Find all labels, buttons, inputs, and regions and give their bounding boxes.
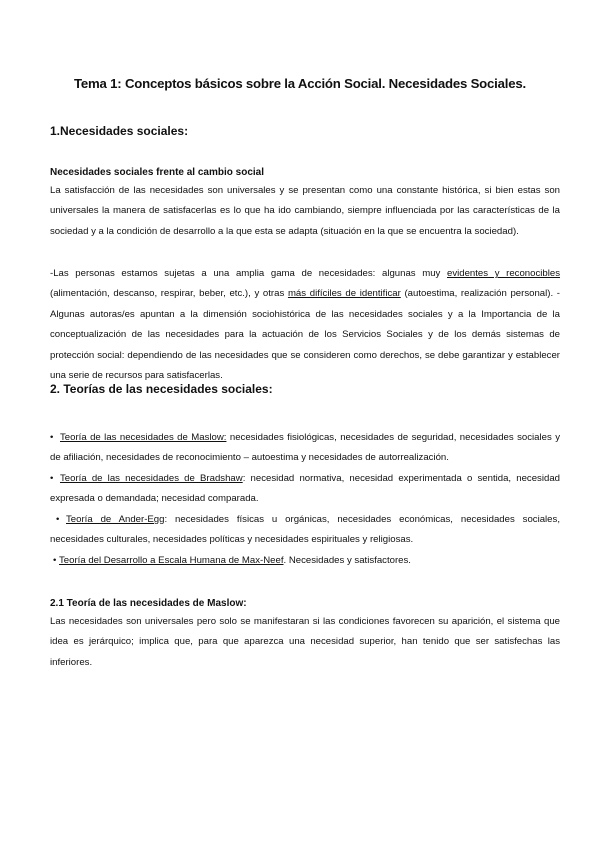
bullet-item-bradshaw <box>50 469 560 510</box>
theory-name-max-neef: Teoría del Desarrollo a Escala Humana de Max-Neef <box>59 555 284 566</box>
paragraph-text: -Las personas estamos sujetas a una amplia gama de necesidades: algunas muy <box>50 268 447 279</box>
paragraph-text: (alimentación, descanso, respirar, beber, etc.), y otras <box>50 288 288 300</box>
subsection-heading-maslow: 2.1 Teoría de las necesidades de Maslow: <box>50 598 247 609</box>
subheading-cambio-social: Necesidades sociales frente al cambio social <box>50 167 264 178</box>
theory-name-ander-egg: Teoría de Ander-Egg <box>66 514 165 525</box>
theory-name-maslow: Teoría de las necesidades de Maslow: <box>60 432 227 443</box>
bullet-icon: • <box>56 514 60 525</box>
bullet-text: necesidades fisiológicas, necesidades de seguridad, necesidades sociales y de afiliación, necesidades de reconocimiento – autoestima y necesidades de autorrealización. <box>50 432 560 464</box>
bullet-icon: • <box>50 473 54 484</box>
paragraph-maslow: Las necesidades son universales pero solo se manifestaran si las condiciones favorecen su aparición, el sistema que idea es jerárquico; implica que, para que aparezca una necesidad superior, han tenido que ser satisfechas las inferiores. <box>50 616 560 668</box>
bullet-item-max-neef <box>50 551 560 571</box>
underlined-phrase-evidentes: evidentes y reconocibles <box>447 268 561 279</box>
bullet-item-maslow <box>50 428 560 469</box>
underlined-phrase-dificiles: más difíciles de identificar <box>287 288 401 300</box>
bullet-icon: • <box>53 555 57 566</box>
bullet-item-ander-egg <box>50 510 560 551</box>
bullet-text: : necesidad normativa, necesidad experimentada o sentida, necesidad expresada o demandada; necesidad comparada. <box>50 473 560 505</box>
theory-name-bradshaw: Teoría de las necesidades de Bradshaw <box>60 473 243 484</box>
bullet-icon: • <box>50 432 54 443</box>
document-title: Tema 1: Conceptos básicos sobre la Acción Social. Necesidades Sociales. <box>74 76 526 91</box>
section-heading-teorias: 2. Teorías de las necesidades sociales: <box>50 382 273 396</box>
bullet-text: . Necesidades y satisfactores. <box>283 555 411 566</box>
paragraph-text: (autoestima, realización personal). -Algunas autoras/es apuntan a la dimensión sociohistórica de las necesidades sociales y a la Importancia de la conceptualización de las necesidades para la actuación de los Servicios Sociales y de los demás sistemas de protección social: dependiendo de las necesidades que se consideren como derechos, se debe garantizar y establecer una serie de recursos para satisfacerlas. <box>50 288 560 382</box>
section-heading-necesidades-sociales: 1.Necesidades sociales: <box>50 124 189 138</box>
bullet-text: : necesidades físicas u orgánicas, necesidades económicas, necesidades sociales, necesidades culturales, necesidades políticas y necesidades espirituales y religiosas. <box>50 514 560 546</box>
paragraph-satisfaccion: La satisfacción de las necesidades son universales y se presentan como una constante histórica, si bien estas son universales la manera de satisfacerlas es lo que ha ido cambiando, siempre influenciada por las características de la sociedad y a la condición de desarrollo a la que esta se adapta (situación en la que se encuentra la sociedad). <box>50 185 560 237</box>
paragraph-gama-necesidades <box>50 264 560 386</box>
